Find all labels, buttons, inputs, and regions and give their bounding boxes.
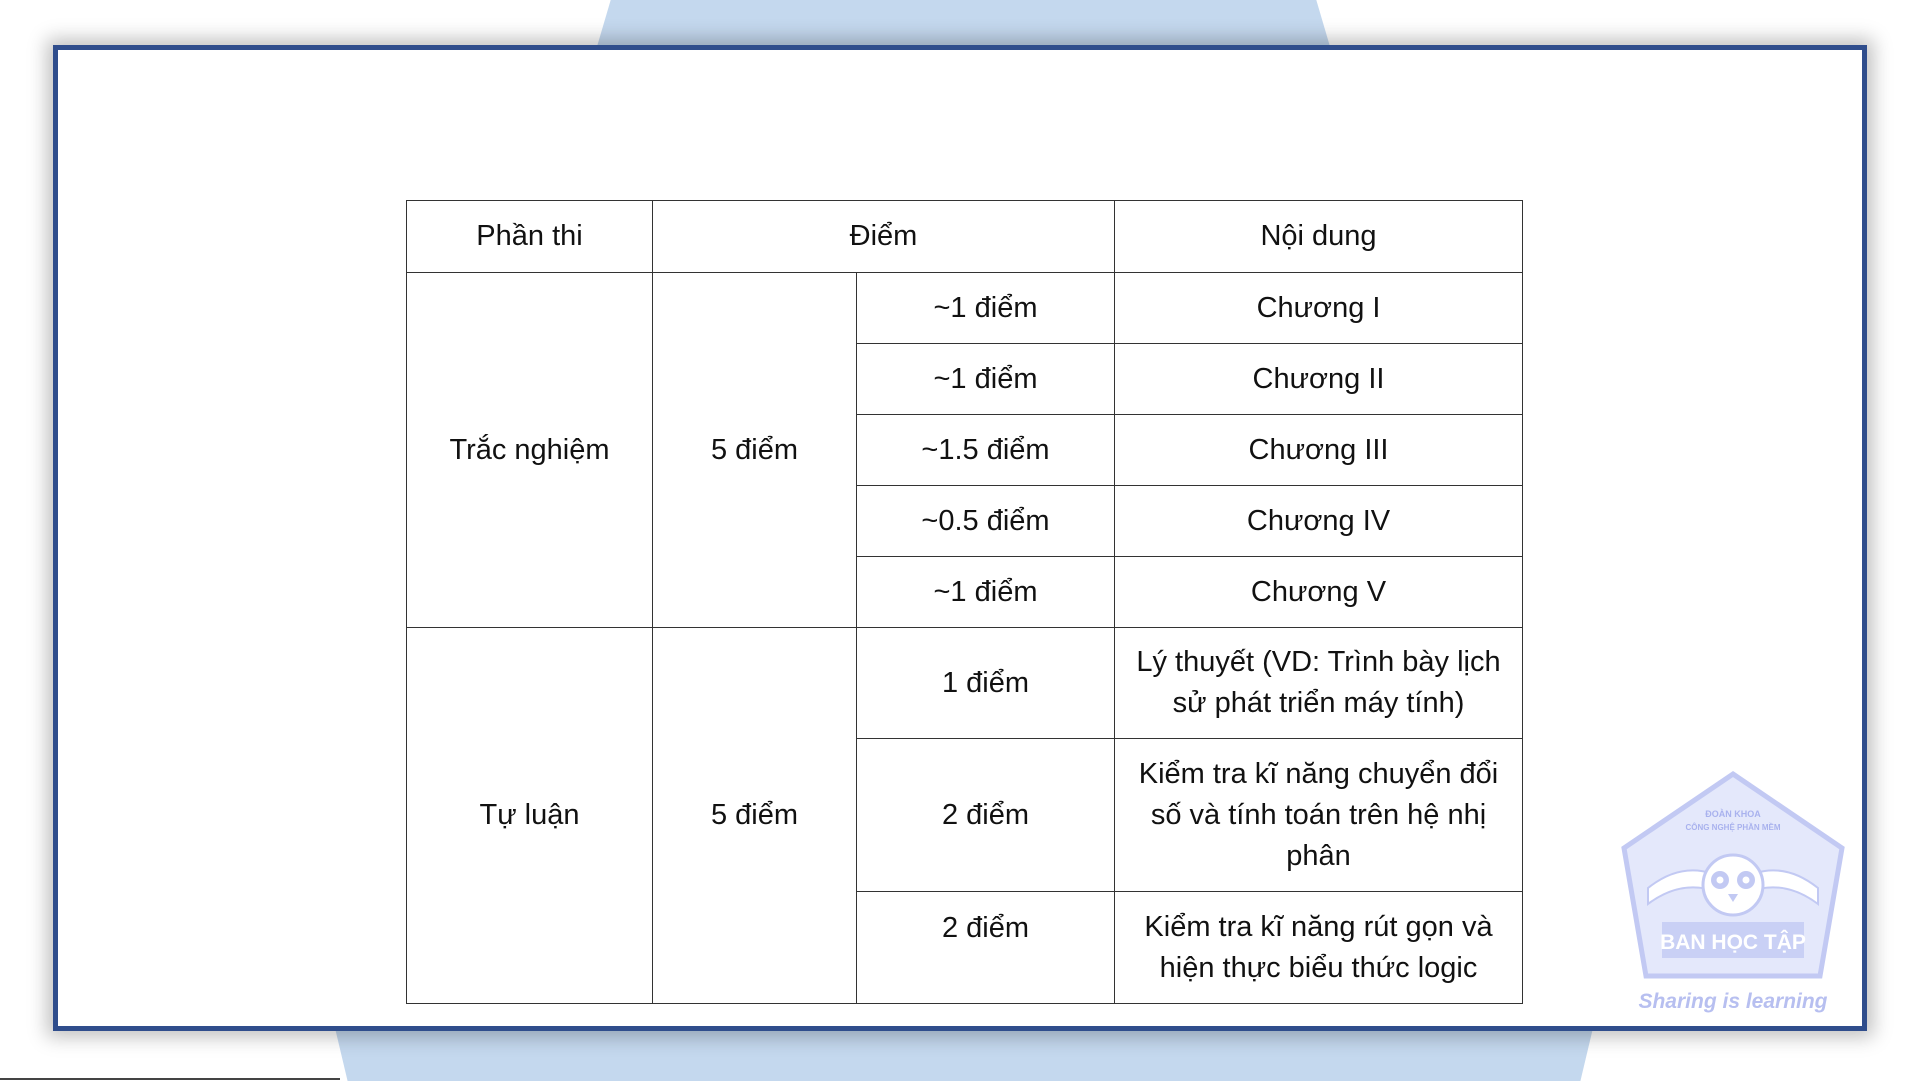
- content-cell: Chương V: [1115, 557, 1523, 628]
- background-shape-top: [596, 0, 1331, 50]
- content-cell: Kiểm tra kĩ năng rút gọn và hiện thực biểu thức logic: [1115, 892, 1523, 1004]
- score-cell: ~1 điểm: [857, 557, 1115, 628]
- header-score: Điểm: [653, 201, 1115, 273]
- part-cell-multiple-choice: Trắc nghiệm: [407, 273, 653, 628]
- content-cell: Chương I: [1115, 273, 1523, 344]
- content-cell: Kiểm tra kĩ năng chuyển đổi số và tính toán trên hệ nhị phân: [1115, 739, 1523, 892]
- total-cell-essay: 5 điểm: [653, 628, 857, 1004]
- logo-tagline: Sharing is learning: [1638, 990, 1828, 1013]
- score-cell: ~0.5 điểm: [857, 486, 1115, 557]
- score-cell: 2 điểm: [857, 892, 1115, 1004]
- content-cell: Chương III: [1115, 415, 1523, 486]
- header-part: Phần thi: [407, 201, 653, 273]
- content-cell: Chương II: [1115, 344, 1523, 415]
- score-cell: 1 điểm: [857, 628, 1115, 739]
- table-header-row: [407, 201, 1523, 273]
- logo-org-line2: CÔNG NGHỆ PHẦN MỀM: [1685, 823, 1781, 832]
- score-cell: 2 điểm: [857, 739, 1115, 892]
- score-cell: ~1.5 điểm: [857, 415, 1115, 486]
- logo-org-line1: ĐOÀN KHOA: [1705, 809, 1761, 819]
- score-cell: ~1 điểm: [857, 273, 1115, 344]
- score-cell: ~1 điểm: [857, 344, 1115, 415]
- part-cell-essay: Tự luận: [407, 628, 653, 1004]
- header-content: Nội dung: [1115, 201, 1523, 273]
- content-cell: Lý thuyết (VD: Trình bày lịch sử phát triển máy tính): [1115, 628, 1523, 739]
- bottom-divider: [0, 1078, 340, 1080]
- total-cell-multiple-choice: 5 điểm: [653, 273, 857, 628]
- background-shape-bottom: [335, 1028, 1593, 1081]
- ban-hoc-tap-logo: [1618, 770, 1848, 1020]
- table-row: [407, 628, 1523, 739]
- logo-name: BAN HỌC TẬP: [1660, 931, 1806, 954]
- score-table: [406, 200, 1523, 1004]
- content-cell: Chương IV: [1115, 486, 1523, 557]
- logo-emblem-icon: [1618, 770, 1848, 1020]
- table-row: [407, 273, 1523, 344]
